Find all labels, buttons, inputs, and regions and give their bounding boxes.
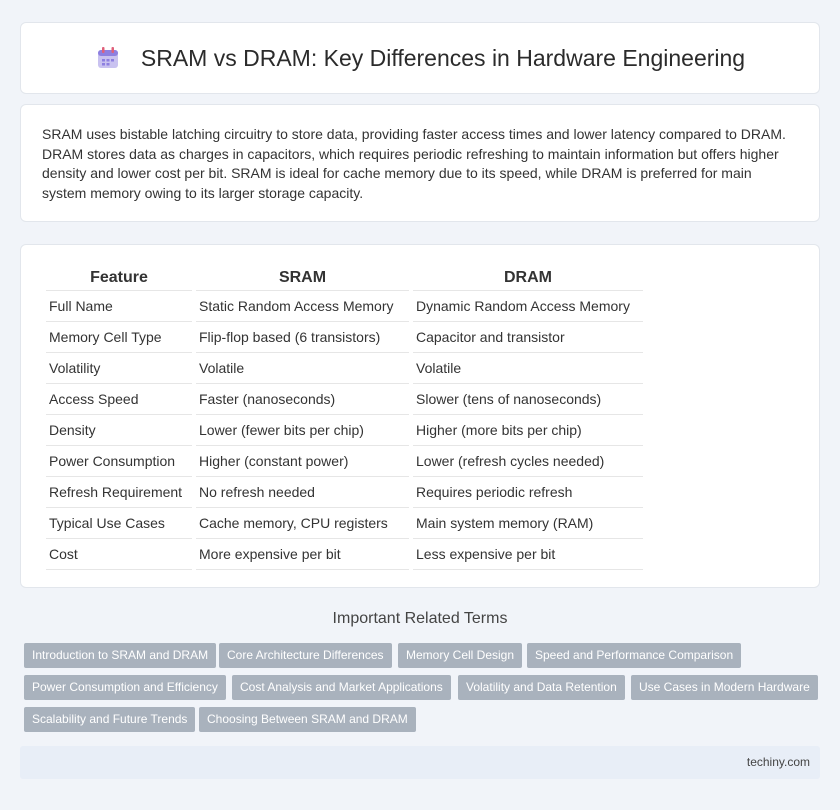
related-term-tag[interactable]: Power Consumption and Efficiency <box>24 675 226 700</box>
related-term-tag[interactable]: Cost Analysis and Market Applications <box>232 675 451 700</box>
related-term-tag[interactable]: Speed and Performance Comparison <box>527 643 741 668</box>
sram-cell: Lower (fewer bits per chip) <box>196 415 409 446</box>
footer-brand: techiny.com <box>746 755 810 769</box>
comparison-card <box>20 244 820 588</box>
dram-cell: Volatile <box>413 353 643 384</box>
sram-cell: Higher (constant power) <box>196 446 409 477</box>
table-row <box>46 446 643 477</box>
page-title: SRAM vs DRAM: Key Differences in Hardware Engineering <box>140 44 746 71</box>
feature-cell: Typical Use Cases <box>46 508 192 539</box>
table-row <box>46 415 643 446</box>
related-term-tag[interactable]: Choosing Between SRAM and DRAM <box>199 707 416 732</box>
dram-cell: Slower (tens of nanoseconds) <box>413 384 643 415</box>
related-term-tag[interactable]: Core Architecture Differences <box>219 643 392 668</box>
table-header-row <box>46 265 643 291</box>
related-term-tag[interactable]: Memory Cell Design <box>398 643 522 668</box>
related-term-tag[interactable]: Scalability and Future Trends <box>24 707 195 732</box>
dram-cell: Higher (more bits per chip) <box>413 415 643 446</box>
related-term-tag[interactable]: Introduction to SRAM and DRAM <box>24 643 216 668</box>
sram-cell: Faster (nanoseconds) <box>196 384 409 415</box>
feature-cell: Density <box>46 415 192 446</box>
related-term-tag[interactable]: Volatility and Data Retention <box>458 675 625 700</box>
sram-cell: Static Random Access Memory <box>196 291 409 322</box>
sram-cell: Flip-flop based (6 transistors) <box>196 322 409 353</box>
sram-cell: More expensive per bit <box>196 539 409 570</box>
feature-cell: Cost <box>46 539 192 570</box>
dram-cell: Capacitor and transistor <box>413 322 643 353</box>
dram-cell: Requires periodic refresh <box>413 477 643 508</box>
table-row <box>46 539 643 570</box>
feature-cell: Access Speed <box>46 384 192 415</box>
column-header-dram: DRAM <box>413 265 643 291</box>
feature-cell: Full Name <box>46 291 192 322</box>
dram-cell: Dynamic Random Access Memory <box>413 291 643 322</box>
footer <box>20 746 820 779</box>
feature-cell: Refresh Requirement <box>46 477 192 508</box>
dram-cell: Less expensive per bit <box>413 539 643 570</box>
comparison-table <box>42 265 647 570</box>
feature-cell: Volatility <box>46 353 192 384</box>
table-row <box>46 384 643 415</box>
intro-text: SRAM uses bistable latching circuitry to store data, providing faster access times and lower latency compared to DRAM. DRAM stores data as charges in capacitors, which requires periodic refreshing to maintain information but offers higher density and lower cost per bit. SRAM is ideal for cache memory due to its speed, while DRAM is preferred for main system memory owing to its larger storage capacity. <box>42 126 786 201</box>
table-row <box>46 353 643 384</box>
sram-cell: Cache memory, CPU registers <box>196 508 409 539</box>
calendar-icon <box>95 45 121 71</box>
feature-cell: Power Consumption <box>46 446 192 477</box>
column-header-sram: SRAM <box>196 265 409 291</box>
sram-cell: Volatile <box>196 353 409 384</box>
dram-cell: Main system memory (RAM) <box>413 508 643 539</box>
header-card <box>20 22 820 94</box>
table-row <box>46 508 643 539</box>
table-row <box>46 477 643 508</box>
related-terms-title: Important Related Terms <box>332 610 508 627</box>
dram-cell: Lower (refresh cycles needed) <box>413 446 643 477</box>
table-row <box>46 291 643 322</box>
sram-cell: No refresh needed <box>196 477 409 508</box>
column-header-feature: Feature <box>46 265 192 291</box>
feature-cell: Memory Cell Type <box>46 322 192 353</box>
related-term-tag[interactable]: Use Cases in Modern Hardware <box>631 675 818 700</box>
table-row <box>46 322 643 353</box>
intro-card <box>20 104 820 222</box>
